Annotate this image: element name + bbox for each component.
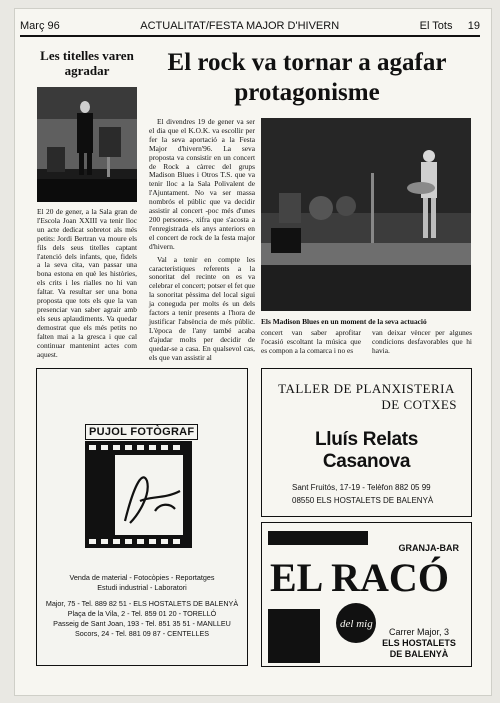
main-headline: El rock va tornar a agafar protagonisme	[167, 49, 447, 106]
bar-street: Carrer Major, 3	[388, 627, 450, 637]
services-line: Venda de material - Fotocòpies - Reportatges	[69, 573, 215, 582]
film-strip-logo	[85, 441, 192, 548]
main-article-column	[149, 118, 255, 366]
logo-main-text: EL RACÓ	[270, 555, 449, 600]
bar-town-2: DE BALENYÀ	[389, 649, 449, 659]
header-rule	[20, 35, 480, 37]
address-line-2: Plaça de la Vila, 2 - Tel. 859 01 20 - TORELLÓ	[67, 609, 217, 618]
side-article-title: Les titelles varen agradar	[40, 48, 134, 78]
puppeteer-photo	[37, 87, 137, 202]
services-line-2: Estudi industrial - Laboratori	[97, 583, 187, 592]
bar-town-1: ELS HOSTALETS	[382, 638, 456, 648]
side-article-body: El 20 de gener, a la Sala gran de l'Escola Joan XXIII va tenir lloc un acte dedicat sobretot als més petits: Jordi Bertran va moure els fils dels seus titelles captant l'atenció dels infants, que, fidels a la seva cita, van passar una bona estona en què les històries, els crits i les rialles no hi van faltar. Va resultar ser una bona proposta que tots els que la van presenciar van saber agrair amb els seus aplaudiments. Va quedar demostrat que els més petits no falten mai a la gresca i que cal continuar mantenint actes com aquest.	[37, 207, 137, 359]
publication-name: El Tots	[419, 20, 453, 32]
main-column-4: van deixar vèncer per algunes condicions desfavorables que hi havia.	[372, 328, 472, 355]
page-number: 19	[467, 20, 480, 32]
address-line-4: Socors, 24 - Tel. 881 09 87 - CENTELLES	[74, 629, 210, 638]
logo-sub-text: del mig	[340, 618, 373, 630]
body-shop-address: Sant Fruitós, 17-19 - Telèfon 882 05 99	[292, 483, 431, 492]
body-shop-ad	[261, 368, 472, 517]
bar-ad	[261, 522, 472, 667]
page-header	[20, 18, 480, 34]
section-title: ACTUALITAT/FESTA MAJOR D'HIVERN	[140, 20, 340, 32]
photographer-details	[37, 573, 247, 639]
concert-photo	[261, 118, 471, 311]
main-paragraph-1: El divendres 19 de gener va ser el dia que el K.O.K. va escollir per fer la seva aportació a la Festa Major d'hivern'96. La seva proposta va consistir en un concert de Rock a càrrec del grups Madison Blues i Otros T.S. que va tenir lloc a la Sala Polivalent de l'Ajuntament. No va ser massa nombrós el públic que va decidir assistir al concert -poc més d'unes 200 persones-, xifra que s'acosta a l'enregistrada els anys anteriors en el concert de rock de la festa major d'hivern.	[149, 117, 255, 251]
header-right	[420, 20, 480, 32]
main-column-3: concert van saber aprofitar l'ocasió escoltant la música que es compon a la comarca i no es	[261, 328, 361, 355]
issue-month: Març 96	[20, 20, 60, 32]
body-shop-line-1: TALLER DE PLANXISTERIA	[278, 381, 455, 396]
photo-caption: Els Madison Blues en un moment de la seva actuació	[261, 317, 427, 326]
body-shop-address-block	[292, 481, 433, 507]
body-shop-line-2: DE COTXES	[381, 397, 457, 412]
address-line-1: Major, 75 - Tel. 889 82 51 - ELS HOSTALETS DE BALENYÀ	[45, 599, 239, 608]
bar-address	[379, 627, 459, 660]
body-shop-owner: Lluís Relats Casanova	[314, 429, 419, 472]
main-paragraph-2: Val a tenir en compte les característiques referents a la sonoritat del recinte on es va celebrar el concert; potser el fet que la sonoritat pèssima del local sigui ja coneguda per molts és un dels factors a tenir presents a l'hora de justificar l'absència de més públic. L'època de l'any també acaba d'ajudar molts per decidir de quedar-se a casa. En qualsevol cas, els que van assistir al	[149, 254, 255, 362]
photographer-name: PUJOL FOTÒGRAF	[85, 424, 198, 440]
address-line-3: Passeig de Sant Joan, 193 - Tel. 851 35 51 - MANLLEU	[53, 619, 231, 628]
bar-type: GRANJA-BAR	[398, 543, 459, 553]
body-shop-city: 08550 ELS HOSTALETS DE BALENYÀ	[292, 496, 434, 505]
photographer-ad	[36, 368, 248, 666]
